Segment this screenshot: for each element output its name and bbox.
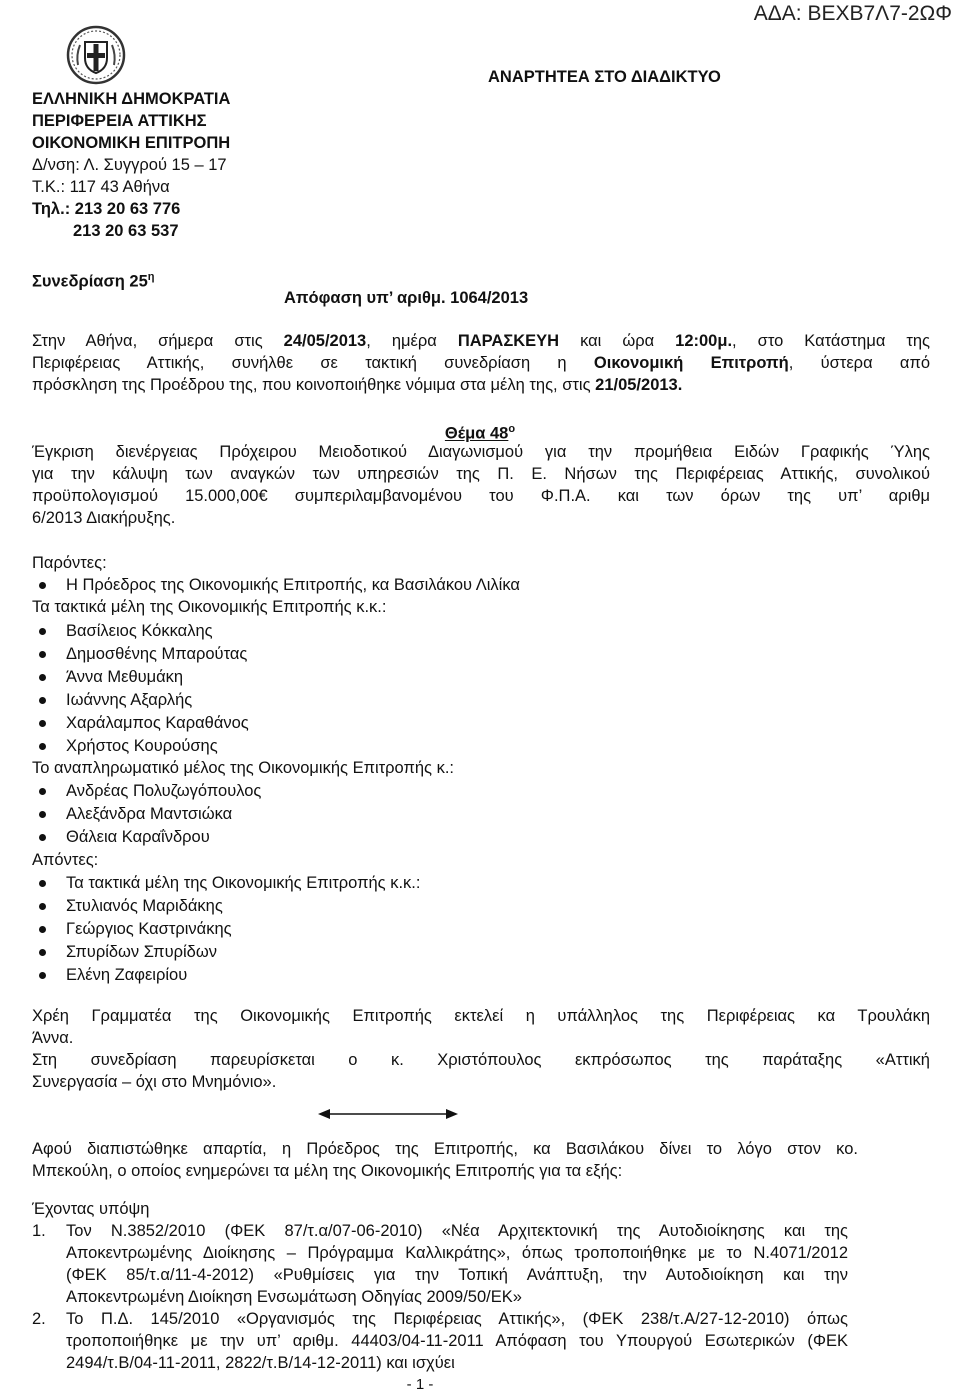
member-item: Χρήστος Κουρούσης (66, 737, 218, 755)
bullet-icon (39, 880, 46, 887)
quorum-line: Αφού διαπιστώθηκε απαρτία, η Πρόεδρος της Επιτροπής, κα Βασιλάκου δίνει το λόγο στον κο. (32, 1140, 858, 1158)
member-item: Σπυρίδων Σπυρίδων (66, 943, 217, 961)
considering-line: Αποκεντρωμένη Διοίκηση Ενσωμάτωση Οδηγίας 2009/50/ΕΚ» (66, 1288, 522, 1306)
member-item: Χαράλαμπος Καραθάνος (66, 714, 249, 732)
bullet-icon (39, 788, 46, 795)
present-label: Παρόντες: (32, 554, 107, 572)
secretary-line: Χρέη Γραμματέα της Οικονομικής Επιτροπής εκτελεί η υπάλληλος της Περιφέρειας κα Τρουλάκη (32, 1007, 930, 1025)
considering-line: Αποκεντρωμένης Διοίκησης – Πρόγραμμα Καλλικράτης», όπως τροποποιήθηκε με το Ν.4071/2012 (66, 1244, 848, 1262)
member-item: Ιωάννης Αξαρλής (66, 691, 193, 709)
bullet-icon (39, 811, 46, 818)
bullet-icon (39, 720, 46, 727)
subject-line: 6/2013 Διακήρυξης. (32, 509, 176, 527)
considering-line: 2494/τ.Β/04-11-2011, 2822/τ.Β/14-12-2011) και ισχύει (66, 1354, 455, 1372)
considering-line: Τον Ν.3852/2010 (ΦΕΚ 87/τ.α/07-06-2010) «Νέα Αρχιτεκτονική της Αυτοδιοίκησης και της (66, 1222, 848, 1240)
header-line: ΠΕΡΙΦΕΡΕΙΑ ΑΤΤΙΚΗΣ (32, 112, 207, 130)
header-postcode: Τ.Κ.: 117 43 Αθήνα (32, 178, 170, 196)
session-number: Συνεδρίαση $25^\eta$ (32, 271, 155, 291)
bullet-icon (39, 582, 46, 589)
item-number: 2. (32, 1310, 46, 1328)
intro-line-1: Στην Αθήνα, σήμερα στις 24/05/2013, ημέρα ΠΑΡΑΣΚΕΥΗ και ώρα 12:00μ., στο Κατάστημα της (32, 332, 931, 350)
bullet-icon (39, 834, 46, 841)
publish-notice: ΑΝΑΡΤΗΤΕΑ ΣΤΟ ΔΙΑΔΙΚΤΥΟ (488, 68, 721, 86)
header-address: Δ/νση: Λ. Συγγρού 15 – 17 (32, 156, 227, 174)
decision-number: Απόφαση υπ’ αριθμ. 1064/2013 (284, 289, 529, 307)
intro-line-2: Περιφέρειας Αττικής, συνήλθε σε τακτική συνεδρίαση η Οικονομική Επιτροπή, ύστερα από (32, 354, 931, 372)
substitute-label: Το αναπληρωματικό μέλος της Οικονομικής Επιτροπής κ.: (32, 759, 454, 777)
member-item: Ανδρέας Πολυζωγόπουλος (66, 782, 262, 800)
member-item: Γεώργιος Καστρινάκης (66, 920, 232, 938)
considering-label: Έχοντας υπόψη (32, 1200, 150, 1218)
member-item: Βασίλειος Κόκκαλης (66, 622, 213, 640)
member-item: Δημοσθένης Μπαρούτας (66, 645, 248, 663)
intro-line-3: πρόσκληση της Προέδρου της, που κοινοποιήθηκε νόμιμα στα μέλη της, στις 21/05/2013. (32, 376, 683, 394)
subject-line: προϋπολογισμού 15.000,00€ συμπεριλαμβανομένου του Φ.Π.Α. και των όρων της υπ’ αριθμ (32, 487, 930, 505)
president-item: Η Πρόεδρος της Οικονομικής Επιτροπής, κα Βασιλάκου Λιλίκα (66, 576, 520, 594)
ada-code: ΑΔΑ: ΒΕΧΒ7Λ7-2ΩΦ (753, 2, 952, 25)
page-number: - 1 - (406, 1376, 434, 1393)
considering-line: (ΦΕΚ 85/τ.α/11-4-2012) «Ρυθμίσεις για την Τοπική Ανάπτυξη, την Αυτοδιοίκηση και την (66, 1266, 848, 1284)
header-line: ΟΙΚΟΝΟΜΙΚΗ ΕΠΙΤΡΟΠΗ (32, 134, 231, 152)
absent-label: Απόντες: (32, 851, 99, 869)
secretary-line: Άννα. (32, 1029, 74, 1047)
subject-line: Έγκριση διενέργειας Πρόχειρου Μειοδοτικού Διαγωνισμού για την προμήθεια Ειδών Γραφικής Ύλης (32, 443, 930, 461)
bullet-icon (39, 903, 46, 910)
member-item: Στυλιανός Μαριδάκης (66, 897, 223, 915)
bullet-icon (39, 697, 46, 704)
subject-line: για την κάλυψη των αναγκών των υπηρεσιών της Π. Ε. Νήσων της Περιφέρειας Αττικής, συνολικού (32, 465, 930, 483)
regular-members-label: Τα τακτικά μέλη της Οικονομικής Επιτροπής κ.κ.: (32, 598, 387, 616)
separator-arrow-icon (316, 1104, 460, 1124)
bullet-icon (39, 651, 46, 658)
member-item: Αλεξάνδρα Μαντσιώκα (66, 805, 233, 823)
member-item: Θάλεια Καραΐνδρου (66, 828, 210, 846)
bullet-icon (39, 628, 46, 635)
bullet-icon (39, 926, 46, 933)
greek-coat-of-arms-icon (66, 25, 126, 85)
considering-line: τροποποιήθηκε με την υπ’ αριθμ. 44403/04-11-2011 Απόφαση του Υπουργού Εσωτερικών (ΦΕΚ (66, 1332, 848, 1350)
subject-title: Θέμα $48^o$ (444, 423, 516, 443)
considering-line: Το Π.Δ. 145/2010 «Οργανισμός της Περιφέρειας Αττικής», (ΦΕΚ 238/τ.Α/27-12-2010) όπως (66, 1310, 848, 1328)
member-item: Ελένη Ζαφειρίου (66, 966, 188, 984)
item-number: 1. (32, 1222, 46, 1240)
header-phone: Τηλ.: 213 20 63 776 (32, 200, 181, 218)
secretary-line: Στη συνεδρίαση παρευρίσκεται ο κ. Χριστόπουλος εκπρόσωπος της παράταξης «Αττική (32, 1051, 930, 1069)
member-item: Άννα Μεθυμάκη (66, 668, 184, 686)
bullet-icon (39, 949, 46, 956)
bullet-icon (39, 674, 46, 681)
header-line: ΕΛΛΗΝΙΚΗ ΔΗΜΟΚΡΑΤΙΑ (32, 90, 231, 108)
bullet-icon (39, 972, 46, 979)
quorum-line: Μπεκούλη, ο οποίος ενημερώνει τα μέλη της Οικονομικής Επιτροπής για τα εξής: (32, 1162, 623, 1180)
bullet-icon (39, 743, 46, 750)
header-phone-2: 213 20 63 537 (73, 222, 179, 240)
absent-intro: Τα τακτικά μέλη της Οικονομικής Επιτροπής κ.κ.: (66, 874, 421, 892)
secretary-line: Συνεργασία – όχι στο Μνημόνιο». (32, 1073, 277, 1091)
